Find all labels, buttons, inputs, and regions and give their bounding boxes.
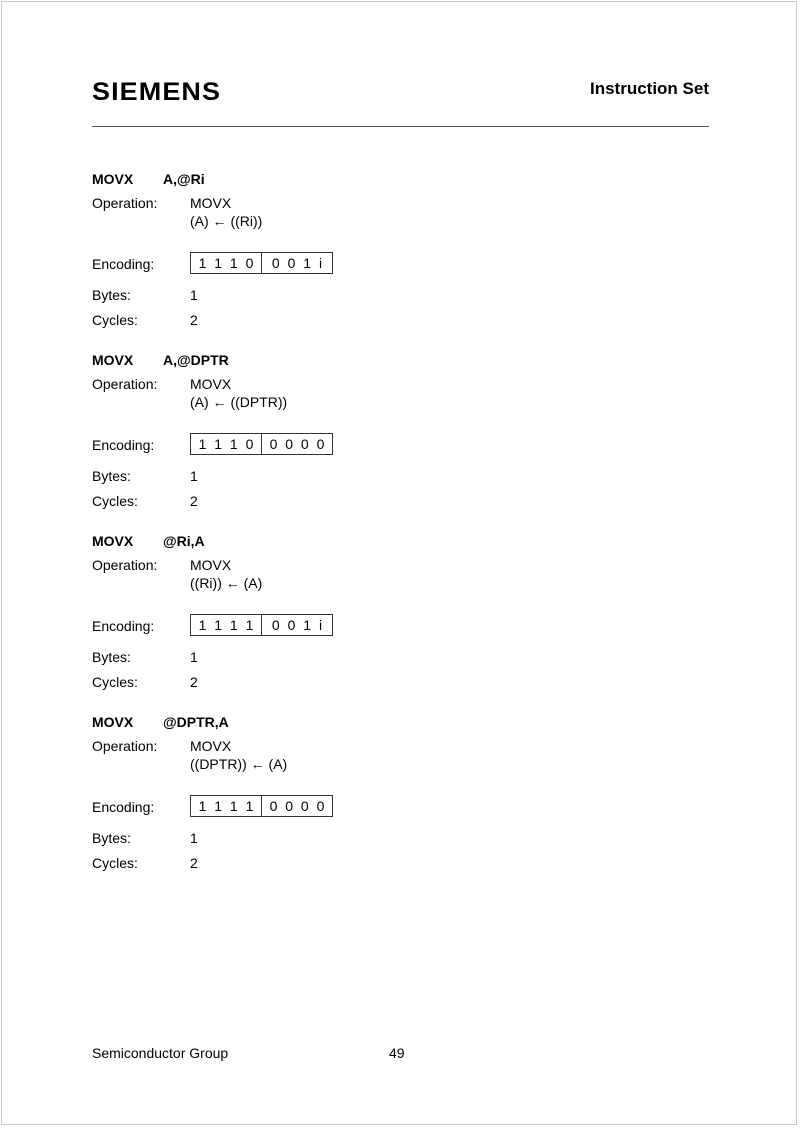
instruction-mnemonic: MOVX [92,714,134,730]
encoding-box [190,433,333,455]
bytes-label: Bytes: [92,830,131,846]
footer-publisher: Semiconductor Group [92,1045,229,1061]
operation-line-1: MOVX [190,195,232,211]
encoding-low-nibble: 0 0 1 i [261,253,332,273]
instruction-operands: @Ri,A [163,533,205,549]
operation-label: Operation: [92,557,158,573]
instruction-heading [92,714,229,730]
instruction-heading [92,171,205,187]
encoding-box [190,614,333,636]
operation-label: Operation: [92,195,158,211]
instruction-operands: @DPTR,A [163,714,229,730]
bytes-value: 1 [190,468,198,484]
encoding-low-nibble: 0 0 0 0 [261,796,332,816]
operation-line-2: (A) ← ((Ri)) [190,213,263,229]
bytes-value: 1 [190,649,198,665]
bytes-value: 1 [190,287,198,303]
bytes-value: 1 [190,830,198,846]
operation-line-1: MOVX [190,376,232,392]
encoding-high-nibble: 1 1 1 0 [198,255,254,271]
instruction-operands: A,@Ri [163,171,205,187]
bytes-label: Bytes: [92,287,131,303]
encoding-box [190,252,333,274]
cycles-value: 2 [190,855,198,871]
operation-line-2: (A) ← ((DPTR)) [190,394,288,410]
operation-line-2: ((DPTR)) ← (A) [190,756,288,772]
instruction-mnemonic: MOVX [92,171,134,187]
instruction-heading [92,533,205,549]
encoding-label: Encoding: [92,256,155,272]
instruction-heading [92,352,229,368]
encoding-high-nibble: 1 1 1 1 [198,617,254,633]
cycles-label: Cycles: [92,312,138,328]
cycles-label: Cycles: [92,855,138,871]
cycles-value: 2 [190,674,198,690]
siemens-logo: SIEMENS [92,78,222,106]
section-title: Instruction Set [589,79,709,98]
operation-label: Operation: [92,738,158,754]
bytes-label: Bytes: [92,468,131,484]
operation-line-1: MOVX [190,557,232,573]
bytes-label: Bytes: [92,649,131,665]
encoding-low-nibble: 0 0 1 i [261,615,332,635]
encoding-label: Encoding: [92,618,155,634]
encoding-label: Encoding: [92,437,155,453]
cycles-label: Cycles: [92,493,138,509]
instruction-mnemonic: MOVX [92,352,134,368]
encoding-low-nibble: 0 0 0 0 [261,434,332,454]
cycles-value: 2 [190,312,198,328]
instruction-operands: A,@DPTR [163,352,229,368]
encoding-high-nibble: 1 1 1 0 [198,436,254,452]
cycles-label: Cycles: [92,674,138,690]
encoding-high-nibble: 1 1 1 1 [198,798,254,814]
page-number: 49 [389,1045,405,1061]
operation-line-1: MOVX [190,738,232,754]
operation-line-2: ((Ri)) ← (A) [190,575,263,591]
operation-label: Operation: [92,376,158,392]
encoding-box [190,795,333,817]
header-divider [92,126,709,127]
instruction-mnemonic: MOVX [92,533,134,549]
encoding-label: Encoding: [92,799,155,815]
cycles-value: 2 [190,493,198,509]
